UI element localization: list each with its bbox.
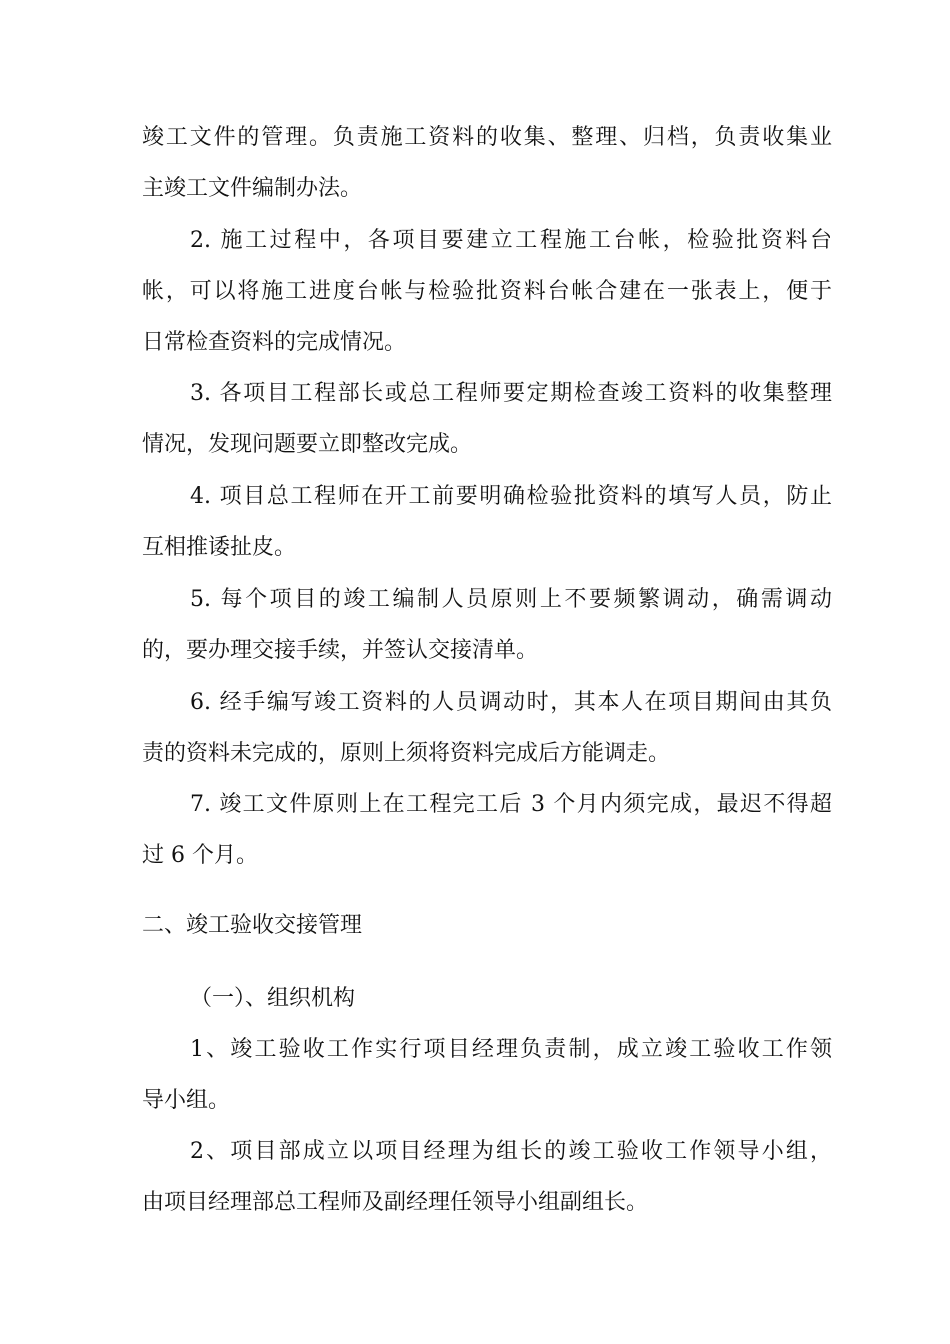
paragraph-line: 责的资料未完成的，原则上须将资料完成后方能调走。 [142, 741, 671, 766]
paragraph-line: 导小组。 [142, 1088, 231, 1113]
subsection-heading: （一）、组织机构 [190, 986, 356, 1011]
section-heading: 二、竣工验收交接管理 [142, 913, 363, 938]
paragraph-line: 帐，可以将施工进度台帐与检验批资料台帐合建在一张表上，便于 [142, 279, 832, 304]
paragraph-line: 的，要办理交接手续，并签认交接清单。 [142, 638, 539, 663]
paragraph-line: 2、项目部成立以项目经理为组长的竣工验收工作领导小组， [190, 1139, 832, 1164]
paragraph-line: 2. 施工过程中，各项目要建立工程施工台帐，检验批资料台 [190, 228, 832, 253]
paragraph-line: 3. 各项目工程部长或总工程师要定期检查竣工资料的收集整理 [190, 381, 832, 406]
paragraph-line: 日常检查资料的完成情况。 [142, 330, 407, 355]
paragraph-line: 互相推诿扯皮。 [142, 535, 297, 560]
paragraph-line: 6. 经手编写竣工资料的人员调动时，其本人在项目期间由其负 [190, 690, 832, 715]
paragraph-line: 情况，发现问题要立即整改完成。 [142, 432, 473, 457]
paragraph-line: 过 6 个月。 [142, 843, 258, 868]
paragraph-line: 1、竣工验收工作实行项目经理负责制，成立竣工验收工作领 [190, 1037, 832, 1062]
paragraph-line: 主竣工文件编制办法。 [142, 176, 363, 201]
paragraph-line: 竣工文件的管理。负责施工资料的收集、整理、归档，负责收集业 [142, 125, 832, 150]
paragraph-line: 4. 项目总工程师在开工前要明确检验批资料的填写人员，防止 [190, 484, 832, 509]
paragraph-line: 7. 竣工文件原则上在工程完工后 3 个月内须完成，最迟不得超 [190, 792, 832, 817]
paragraph-line: 5. 每个项目的竣工编制人员原则上不要频繁调动，确需调动 [190, 587, 832, 612]
paragraph-line: 由项目经理部总工程师及副经理任领导小组副组长。 [142, 1190, 649, 1215]
